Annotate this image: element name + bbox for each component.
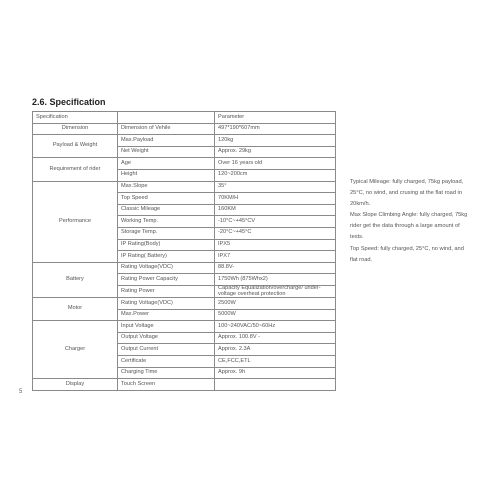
category-cell: Battery [33,262,118,297]
item-cell: Output Current [118,344,215,356]
item-cell: Working Temp. [118,216,215,228]
value-cell: 100~240VAC/50~60Hz [215,321,336,333]
item-cell: Input Voltage [118,321,215,333]
item-cell: Max.Payload [118,135,215,147]
item-cell: Dimension of Vehile [118,123,215,135]
value-cell: -10°C~+45°CV [215,216,336,228]
value-cell: IPX5 [215,239,336,251]
table-row [33,158,336,170]
item-cell: Touch Screen [118,379,215,391]
value-cell: 88.8V- [215,262,336,274]
category-cell: Charger [33,321,118,379]
value-cell: 120~200cm [215,169,336,181]
value-cell: 120kg [215,135,336,147]
item-cell: Age [118,158,215,170]
spec-notes [350,177,472,266]
note-typical-mileage: Typical Mileage: fully charged, 75kg payload, 25°C, no wind, and crusing at the flat road in 20km/h. [350,179,464,208]
value-cell: 1750Wh (875Whx2) [215,274,336,286]
section-title: 2.6. Specification [32,97,106,107]
category-cell: Performance [33,181,118,262]
value-cell [215,379,336,391]
item-cell: Top Speed [118,193,215,205]
value-cell: 5000W [215,309,336,321]
note-max-slope: Max Slope Climbing Angle: fully charged, 75kg rider get the data through a large amount of tests. [350,212,468,241]
value-cell: Over 16 years old [215,158,336,170]
item-cell: IP Rating(Body) [118,239,215,251]
table-row [33,298,336,310]
value-cell: -20°C~+45°C [215,227,336,239]
header-cell: Specification [33,112,118,124]
item-cell: IP Rating( Battery) [118,251,215,263]
item-cell: Net Weight [118,146,215,158]
value-cell: 70KM/H [215,193,336,205]
item-cell: Max.Power [118,309,215,321]
category-cell: Dimension [33,123,118,135]
table-row [33,181,336,193]
value-cell: Approx. 29kg [215,146,336,158]
item-cell: Classic Mileage [118,204,215,216]
value-cell: 160KM [215,204,336,216]
item-cell: Rating Power [118,285,215,297]
item-cell: Storage Temp. [118,227,215,239]
item-cell: Rating Power Capacity [118,274,215,286]
value-cell: IPX7 [215,251,336,263]
value-cell: Capacity Equalization/overcharge/ under-voltage overheat protection [215,285,336,297]
header-cell: Parameter [215,112,336,124]
item-cell: Certificate [118,356,215,368]
specification-table [32,111,336,391]
item-cell: Height [118,169,215,181]
note-top-speed: Top Speed: fully charged, 25°C, no wind, and flat road. [350,245,464,263]
category-cell: Display [33,379,118,391]
table-row [33,135,336,147]
value-cell: CE,FCC,ETL [215,356,336,368]
item-cell: Max.Slope [118,181,215,193]
table-row [33,321,336,333]
item-cell: Rating Voltage(VDC) [118,298,215,310]
value-cell: 497*190*607mm [215,123,336,135]
header-cell [118,112,215,124]
item-cell: Rating Voltage(VDC) [118,262,215,274]
item-cell: Charging Time [118,367,215,379]
category-cell: Payload & Weight [33,135,118,158]
category-cell: Requirement of rider [33,158,118,181]
table-row [33,379,336,391]
value-cell: Approx. 100.8V - [215,332,336,344]
page-number: 5 [19,389,23,395]
table-header-row [33,112,336,124]
value-cell: 2500W [215,298,336,310]
value-cell: Approx. 2.3A [215,344,336,356]
table-row [33,123,336,135]
item-cell: Output Voltage [118,332,215,344]
value-cell: Approx. 9h [215,367,336,379]
value-cell: 35° [215,181,336,193]
table-row [33,262,336,274]
category-cell: Motor [33,298,118,321]
